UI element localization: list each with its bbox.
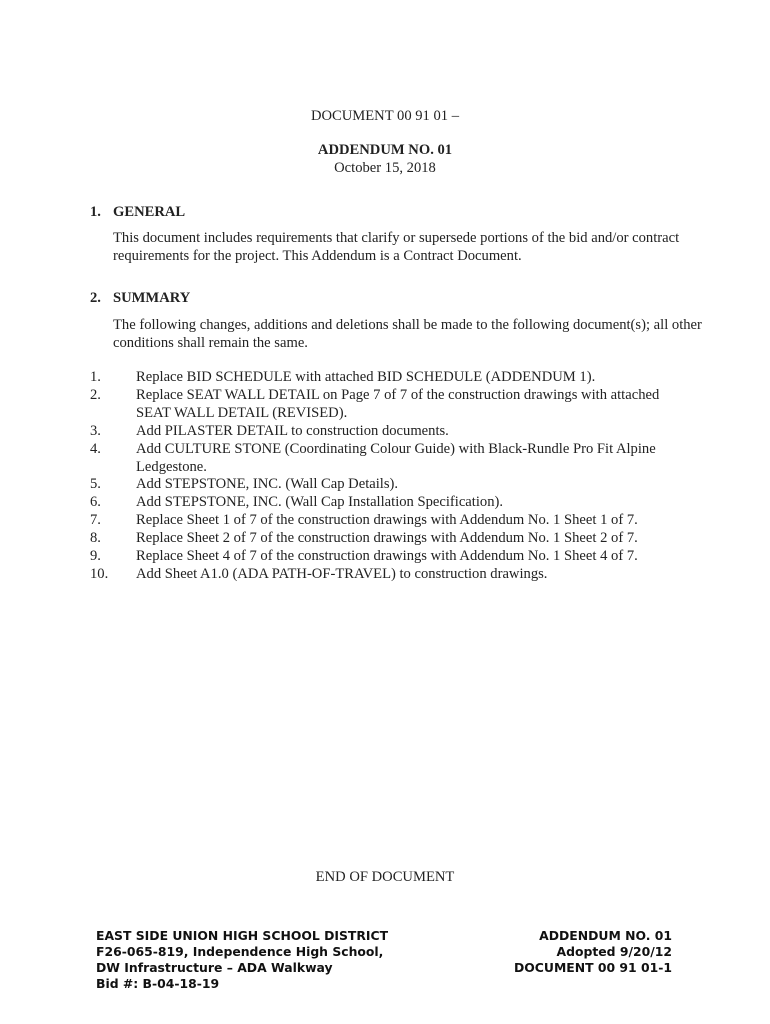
item-number: 9. bbox=[90, 548, 101, 565]
addendum-date: October 15, 2018 bbox=[334, 160, 436, 176]
item-text: Add STEPSTONE, INC. (Wall Cap Details). bbox=[136, 476, 399, 493]
list-item bbox=[90, 548, 690, 566]
item-number: 3. bbox=[90, 422, 101, 439]
item-text: Replace Sheet 4 of 7 of the construction drawings with Addendum No. 1 Sheet 4 of 7. bbox=[136, 548, 638, 565]
footer-right bbox=[514, 928, 672, 976]
item-text: Replace BID SCHEDULE with attached BID SCHEDULE (ADDENDUM 1). bbox=[136, 369, 596, 385]
footer-bid-number: Bid #: B-04-18-19 bbox=[96, 976, 220, 991]
item-number: 4. bbox=[90, 440, 101, 457]
changes-list bbox=[90, 369, 690, 584]
footer-adopted: Adopted 9/20/12 bbox=[556, 944, 672, 959]
list-item bbox=[90, 387, 690, 423]
footer-scope: DW Infrastructure – ADA Walkway bbox=[96, 960, 333, 975]
list-item bbox=[90, 494, 690, 512]
item-text: Replace Sheet 1 of 7 of the construction drawings with Addendum No. 1 Sheet 1 of 7. bbox=[136, 512, 638, 529]
section-title: GENERAL bbox=[113, 204, 186, 220]
list-item bbox=[90, 369, 690, 387]
end-of-document: END OF DOCUMENT bbox=[315, 869, 455, 885]
item-number: 2. bbox=[90, 386, 101, 403]
list-item bbox=[90, 530, 690, 548]
item-number: 5. bbox=[90, 476, 101, 493]
section-general-body: This document includes requirements that clarify or supersede portions of the bid and/or contract requirements for the project. This Addendum is a Contract Document. bbox=[113, 230, 680, 264]
item-number: 1. bbox=[90, 369, 101, 385]
list-item bbox=[90, 566, 690, 584]
item-text: Replace SEAT WALL DETAIL on Page 7 of 7 of the construction drawings with attached SEAT WALL DETAIL (REVISED). bbox=[136, 386, 660, 421]
list-item bbox=[90, 512, 690, 530]
item-number: 7. bbox=[90, 512, 101, 529]
item-text: Add STEPSTONE, INC. (Wall Cap Installation Specification). bbox=[136, 494, 503, 511]
list-item bbox=[90, 476, 690, 494]
section-summary-body: The following changes, additions and deletions shall be made to the following document(s); all other conditions shall remain the same. bbox=[113, 317, 702, 351]
list-item bbox=[90, 423, 690, 441]
footer-left bbox=[96, 928, 388, 992]
footer-district: EAST SIDE UNION HIGH SCHOOL DISTRICT bbox=[96, 928, 389, 943]
item-text: Add PILASTER DETAIL to construction documents. bbox=[136, 422, 449, 439]
document-number: DOCUMENT 00 91 01 – bbox=[310, 108, 460, 124]
footer-addendum: ADDENDUM NO. 01 bbox=[539, 928, 672, 943]
footer-doc-id: DOCUMENT 00 91 01-1 bbox=[513, 960, 672, 975]
section-general-heading bbox=[90, 204, 185, 221]
item-text: Add Sheet A1.0 (ADA PATH-OF-TRAVEL) to construction drawings. bbox=[136, 565, 548, 582]
list-item bbox=[90, 441, 690, 477]
item-text: Add CULTURE STONE (Coordinating Colour Guide) with Black-Rundle Pro Fit Alpine Ledgestone. bbox=[136, 440, 656, 475]
section-summary-heading bbox=[90, 290, 190, 307]
item-text: Replace Sheet 2 of 7 of the construction drawings with Addendum No. 1 Sheet 2 of 7. bbox=[136, 530, 638, 547]
item-number: 10. bbox=[90, 565, 109, 582]
section-number: 2. bbox=[90, 290, 101, 306]
addendum-title: ADDENDUM NO. 01 bbox=[317, 142, 453, 158]
item-number: 6. bbox=[90, 494, 101, 511]
item-number: 8. bbox=[90, 530, 101, 547]
footer-project: F26-065-819, Independence High School, bbox=[96, 944, 384, 959]
section-title: SUMMARY bbox=[113, 290, 191, 306]
section-number: 1. bbox=[90, 204, 101, 220]
